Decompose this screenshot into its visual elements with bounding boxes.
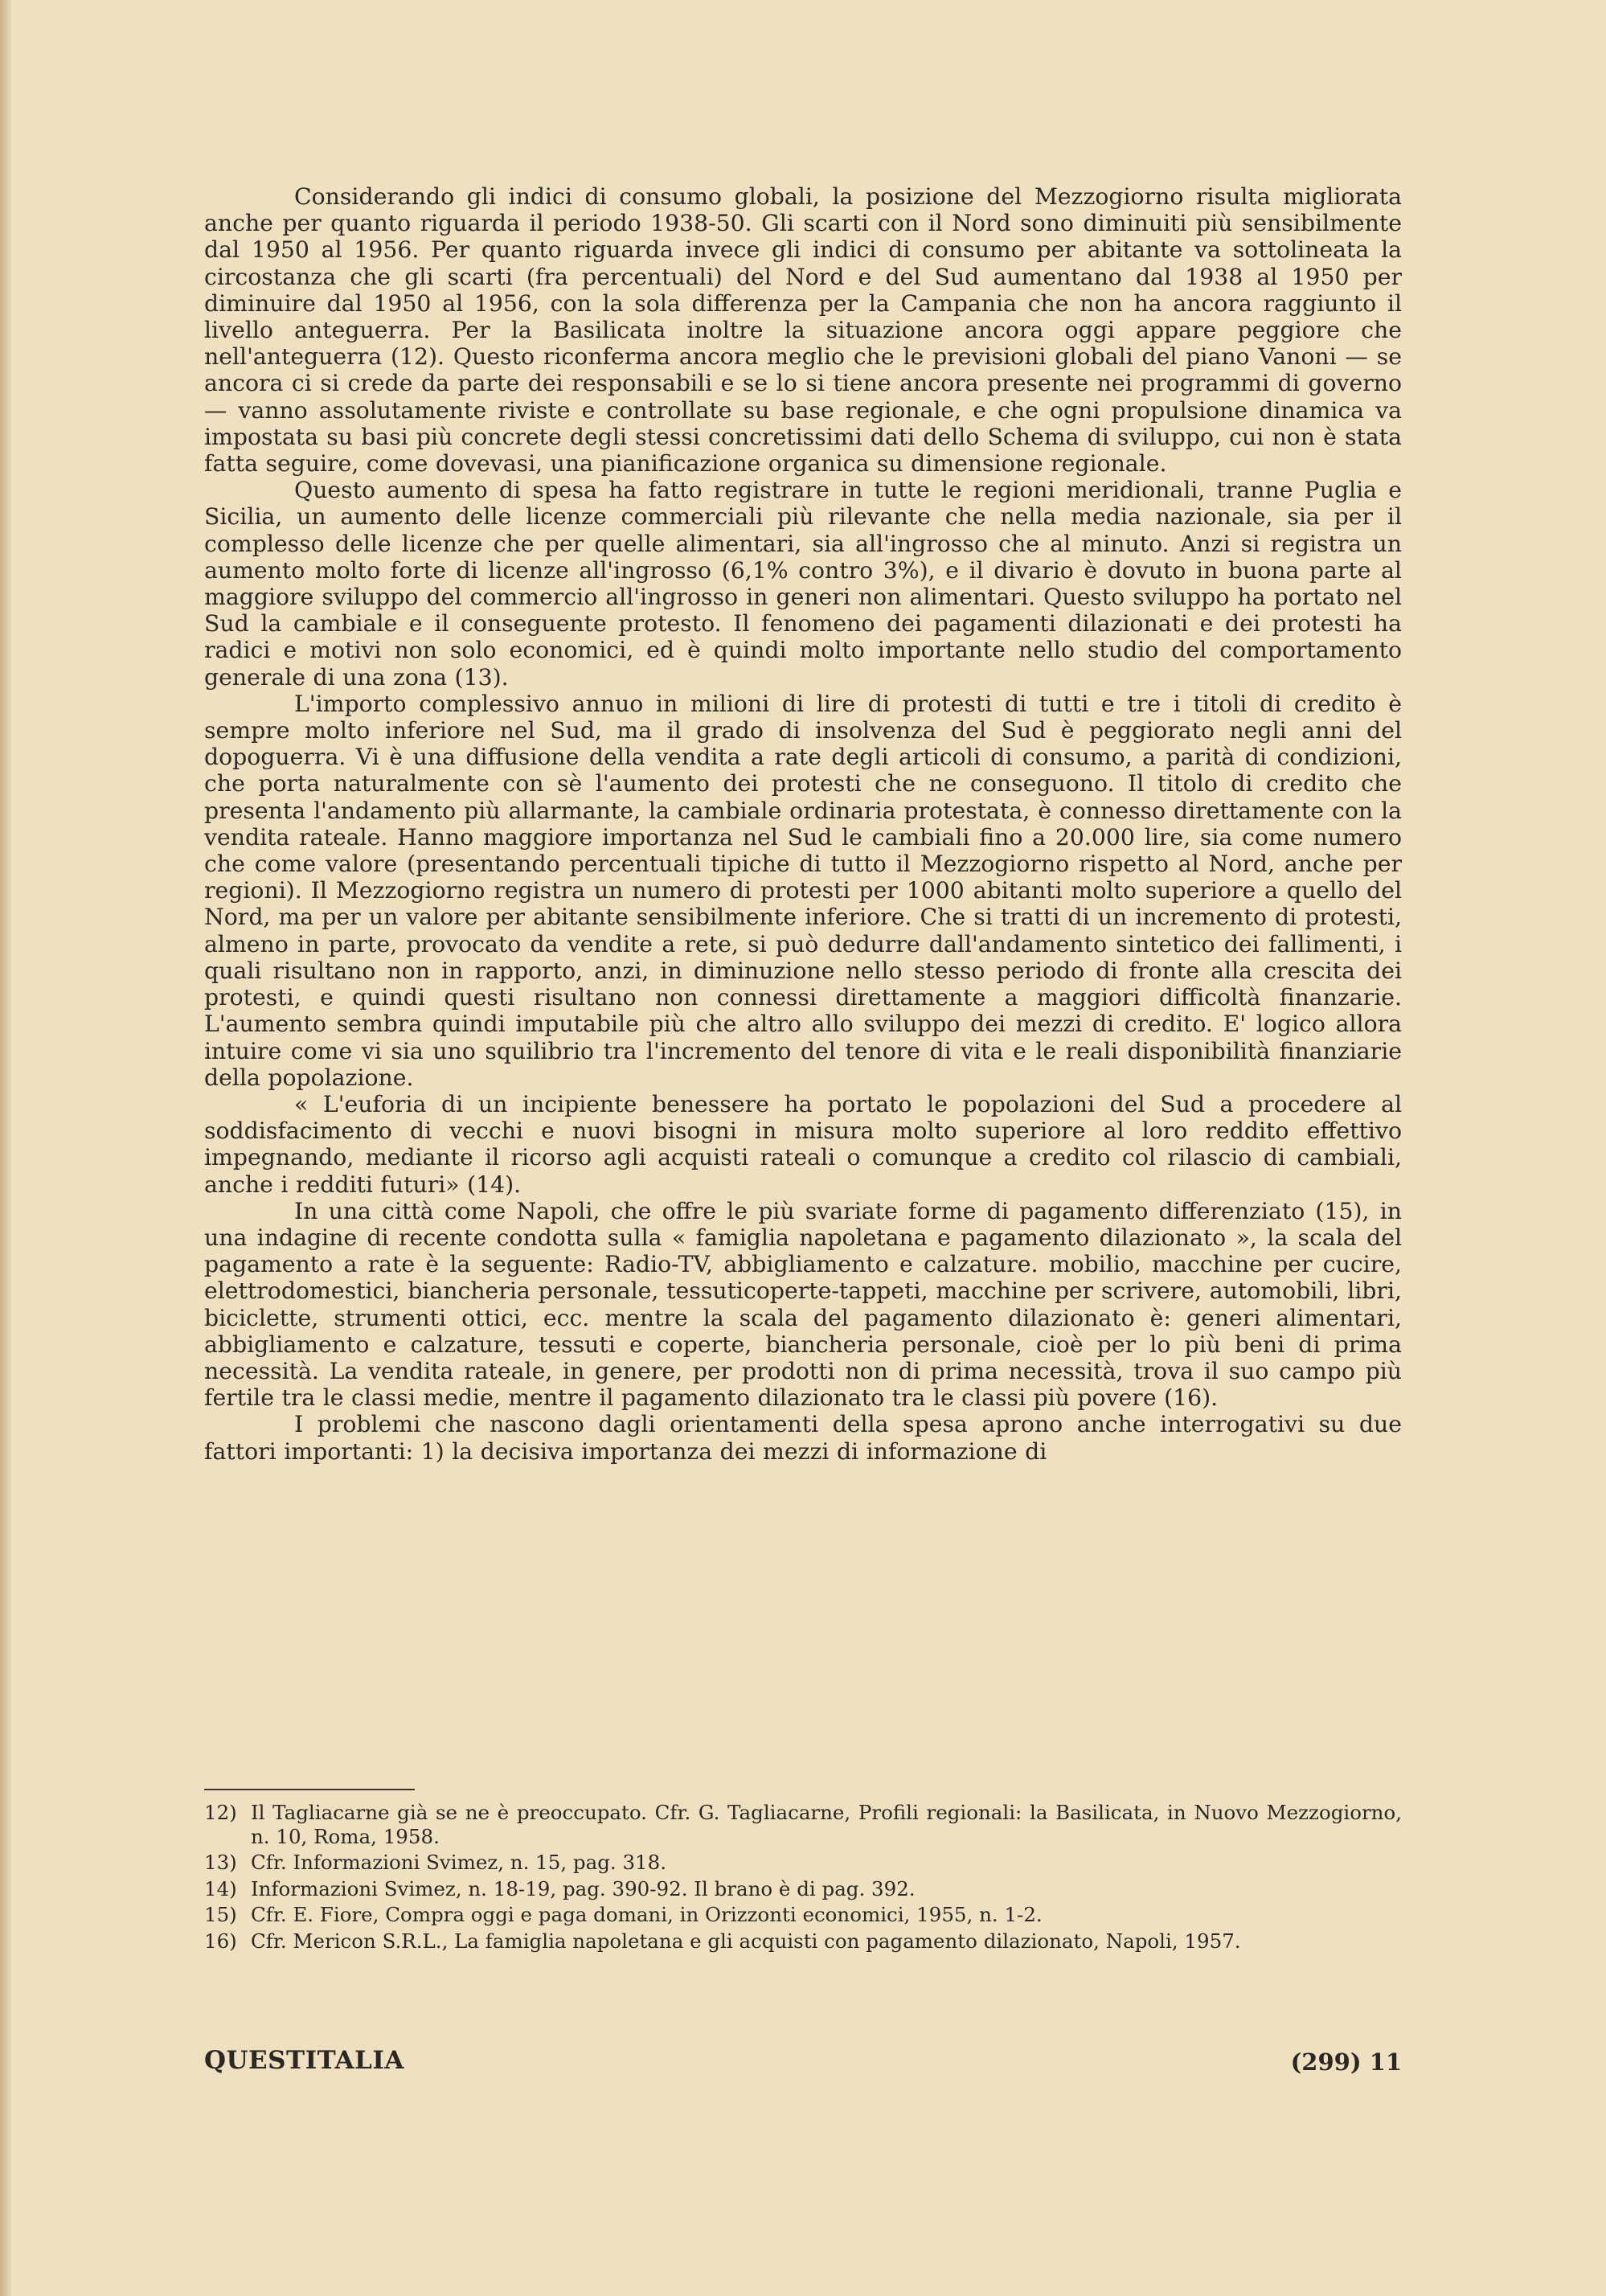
article-body xyxy=(204,183,1402,1465)
paragraph: « L'euforia di un incipiente benessere ha portato le popolazioni del Sud a procedere al soddisfacimento di vecchi e nuovi bisogni in misura molto superiore al loro reddito effettivo impegnando, mediante il ricorso agli acquisti rateali o comunque a credito col rilascio di cambiali, anche i redditi futuri» (14). xyxy=(204,1090,1402,1198)
paragraph: L'importo complessivo annuo in milioni di lire di protesti di tutti e tre i titoli di credito è sempre molto inferiore nel Sud, ma il grado di insolvenza del Sud è peggiorato negli anni del dopoguerra. Vi è una diffusione della vendita a rate degli articoli di consumo, a parità di condizioni, che porta naturalmente con sè l'aumento dei protesti che ne conseguono. Il titolo di credito che presenta l'andamento più allarmante, la cambiale ordinaria protestata, è connesso direttamente con la vendita rateale. Hanno maggiore importanza nel Sud le cambiali fino a 20.000 lire, sia come numero che come valore (presentando percentuali tipiche di tutto il Mezzogiorno rispetto al Nord, anche per regioni). Il Mezzogiorno registra un numero di protesti per 1000 abitanti molto superiore a quello del Nord, ma per un valore per abitante sensibilmente inferiore. Che si tratti di un incremento di protesti, almeno in parte, provocato da vendite a rete, si può dedurre dall'andamento sintetico dei fallimenti, i quali risultano non in rapporto, anzi, in diminuzione nello stesso periodo di fronte alla crescita dei protesti, e quindi questi risultano non connessi direttamente a maggiori difficoltà finanzarie. L'aumento sembra quindi imputabile più che altro allo sviluppo dei mezzi di credito. E' logico allora intuire come vi sia uno squilibrio tra l'incremento del tenore di vita e le reali disponibilità finanziarie della popolazione. xyxy=(204,690,1402,1091)
page-number: (299) 11 xyxy=(1290,2048,1402,2076)
footnote-number: 16) xyxy=(204,1929,237,1953)
paragraph: Considerando gli indici di consumo globali, la posizione del Mezzogiorno risulta migliorata anche per quanto riguarda il periodo 1938-50. Gli scarti con il Nord sono diminuiti più sensibilmente dal 1950 al 1956. Per quanto riguarda invece gli indici di consumo per abitante va sottolineata la circostanza che gli scarti (fra percentuali) del Nord e del Sud aumentano dal 1938 al 1950 per diminuire dal 1950 al 1956, con la sola differenza per la Campania che non ha ancora raggiunto il livello anteguerra. Per la Basilicata inoltre la situazione ancora oggi appare peggiore che nell'anteguerra (12). Questo riconferma ancora meglio che le previsioni globali del piano Vanoni — se ancora ci si crede da parte dei responsabili e se lo si tiene ancora presente nei programmi di governo — vanno assolutamente riviste e controllate su base regionale, e che ogni propulsione dinamica va impostata su basi più concrete degli stessi concretissimi dati dello Schema di sviluppo, cui non è stata fatta seguire, come dovevasi, una pianificazione organica su dimensione regionale. xyxy=(204,183,1402,478)
publication-name: QUESTITALIA xyxy=(204,2046,404,2075)
footnote-number: 14) xyxy=(204,1876,237,1900)
footnote xyxy=(204,1851,1402,1875)
footnote-text: Informazioni Svimez, n. 18-19, pag. 390-92. Il brano è di pag. 392. xyxy=(251,1876,916,1900)
footnote xyxy=(204,1903,1402,1927)
footnote xyxy=(204,1877,1402,1901)
paragraph: Questo aumento di spesa ha fatto registrare in tutte le regioni meridionali, tranne Puglia e Sicilia, un aumento delle licenze commerciali più rilevante che nella media nazionale, sia per il complesso delle licenze che per quelle alimentari, sia all'ingrosso che al minuto. Anzi si registra un aumento molto forte di licenze all'ingrosso (6,1% contro 3%), e il divario è dovuto in buona parte al maggiore sviluppo del commercio all'ingrosso in generi non alimentari. Questo sviluppo ha portato nel Sud la cambiale e il conseguente protesto. Il fenomeno dei pagamenti dilazionati e dei protesti ha radici e motivi non solo economici, ed è quindi molto importante nello studio del comportamento generale di una zona (13). xyxy=(204,477,1402,691)
paragraph: In una città come Napoli, che offre le più svariate forme di pagamento differenziato (15), in una indagine di recente condotta sulla « famiglia napoletana e pagamento dilazionato », la scala del pagamento a rate è la seguente: Radio-TV, abbigliamento e calzature. mobilio, macchine per cucire, elettrodomestici, biancheria personale, tessuticoperte-tappeti, macchine per scrivere, automobili, libri, biciclette, strumenti ottici, ecc. mentre la scala del pagamento dilazionato è: generi alimentari, abbigliamento e calzature, tessuti e coperte, biancheria personale, cioè per lo più beni di prima necessità. La vendita rateale, in genere, per prodotti non di prima necessità, trova il suo campo più fertile tra le classi medie, mentre il pagamento dilazionato tra le classi più povere (16). xyxy=(204,1197,1402,1412)
footnote-number: 12) xyxy=(204,1801,237,1824)
footnote-text: Cfr. Informazioni Svimez, n. 15, pag. 318. xyxy=(251,1851,667,1874)
footnote-text: Cfr. E. Fiore, Compra oggi e paga domani, in Orizzonti economici, 1955, n. 1-2. xyxy=(251,1903,1043,1926)
paragraph: I problemi che nascono dagli orientamenti della spesa aprono anche interrogativi su due fattori importanti: 1) la decisiva importanza dei mezzi di informazione di xyxy=(204,1411,1402,1465)
footnote-number: 15) xyxy=(204,1903,237,1926)
footnote-text: Il Tagliacarne già se ne è preoccupato. Cfr. G. Tagliacarne, Profili regionali: la Basilicata, in Nuovo Mezzogiorno, n. 10, Roma, 1958. xyxy=(251,1801,1402,1848)
footnote-divider xyxy=(204,1789,415,1790)
footnote xyxy=(204,1929,1402,1954)
footnote-text: Cfr. Mericon S.R.L., La famiglia napoletana e gli acquisti con pagamento dilazionato, Napoli, 1957. xyxy=(251,1929,1241,1953)
footnote-number: 13) xyxy=(204,1851,237,1874)
footnote xyxy=(204,1801,1402,1848)
page-edge xyxy=(0,0,11,2296)
footnotes xyxy=(204,1801,1402,1955)
